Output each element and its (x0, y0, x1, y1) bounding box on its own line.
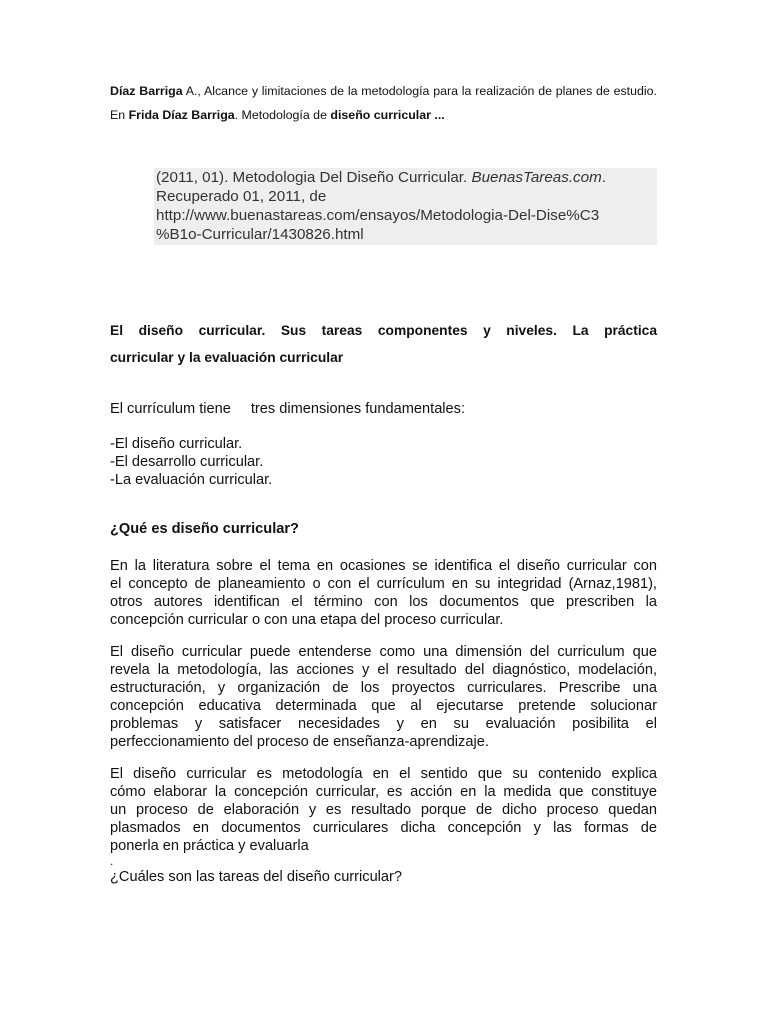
paragraph-line: concepción curricular o con una etapa del proceso curricular. (110, 612, 504, 628)
paragraph-line: cómo elaborar la concepción curricular, es acción en la medida que constituye (110, 784, 657, 800)
section-heading-line2: curricular y la evaluación curricular (110, 350, 344, 365)
stray-dot: . (110, 854, 114, 868)
citation-url-1[interactable]: http://www.buenastareas.com/ensayos/Metodologia-Del-Dise%C3 (156, 207, 600, 224)
paragraph-line: El diseño curricular puede entenderse como una dimensión del curriculum que (110, 644, 657, 660)
paragraph-line: plasmados en documentos curriculares dicha concepción y las formas de (110, 820, 657, 836)
paragraph-2 (110, 643, 657, 751)
paragraph-line: concepción educativa determinada que al ejecutarse pretende solucionar (110, 698, 657, 714)
paragraph-line: otros autores identifican el término con los documentos que prescriben la (110, 594, 657, 610)
intro-part2: tres dimensiones fundamentales: (250, 401, 466, 417)
reference-author: Díaz Barriga (110, 84, 183, 98)
paragraph-line: El diseño curricular es metodología en el sentido que su contenido explica (110, 766, 657, 782)
paragraph-line: ponerla en práctica y evaluarla (110, 838, 309, 854)
reference-mid: . Metodología de (234, 108, 331, 122)
intro-sentence (110, 400, 657, 418)
list-item: -El diseño curricular. (110, 436, 243, 452)
citation-year: (2011, 01). Metodologia Del Diseño Curricular. (156, 169, 472, 186)
paragraph-line: En la literatura sobre el tema en ocasiones se identifica el diseño curricular con (110, 558, 657, 574)
dimensions-list (110, 435, 657, 489)
citation-url-2[interactable]: %B1o-Curricular/1430826.html (156, 226, 364, 243)
paragraph-1 (110, 557, 657, 629)
paragraph-line: problemas y satisfacer necesidades y en su evaluación posibilita el (110, 716, 657, 732)
paragraph-line: el concepto de planeamiento o con el currículum en su integridad (Arnaz,1981), (110, 576, 657, 592)
bibliographic-reference (110, 79, 657, 127)
intro-part1: El currículum tiene (110, 401, 231, 417)
question-heading: ¿Qué es diseño curricular? (110, 521, 299, 537)
section-heading-line1: El diseño curricular. Sus tareas componentes y niveles. La práctica (110, 323, 657, 338)
list-item: -El desarrollo curricular. (110, 454, 264, 470)
list-item: -La evaluación curricular. (110, 472, 273, 488)
paragraph-3 (110, 765, 657, 855)
tasks-question: ¿Cuáles son las tareas del diseño curricular? (110, 869, 403, 885)
paragraph-line: estructuración, y organización de los proyectos curriculares. Prescribe una (110, 680, 657, 696)
reference-editor: Frida Díaz Barriga (128, 108, 235, 122)
citation-site-dot: . (601, 169, 606, 186)
section-heading (110, 317, 657, 371)
paragraph-line: un proceso de elaboración y es resultado porque de dicho proceso quedan (110, 802, 657, 818)
reference-title: A., Alcance y limitaciones de la metodología para la realización de planes de estudio. En (110, 84, 657, 122)
reference-book: diseño curricular ... (330, 108, 445, 122)
citation-box (154, 168, 657, 245)
citation-retrieved: Recuperado 01, 2011, de (156, 188, 327, 205)
paragraph-line: perfeccionamiento del proceso de enseñanza-aprendizaje. (110, 734, 489, 750)
citation-site: BuenasTareas.com (471, 169, 602, 186)
paragraph-line: revela la metodología, las acciones y el resultado del diagnóstico, modelación, (110, 662, 657, 678)
